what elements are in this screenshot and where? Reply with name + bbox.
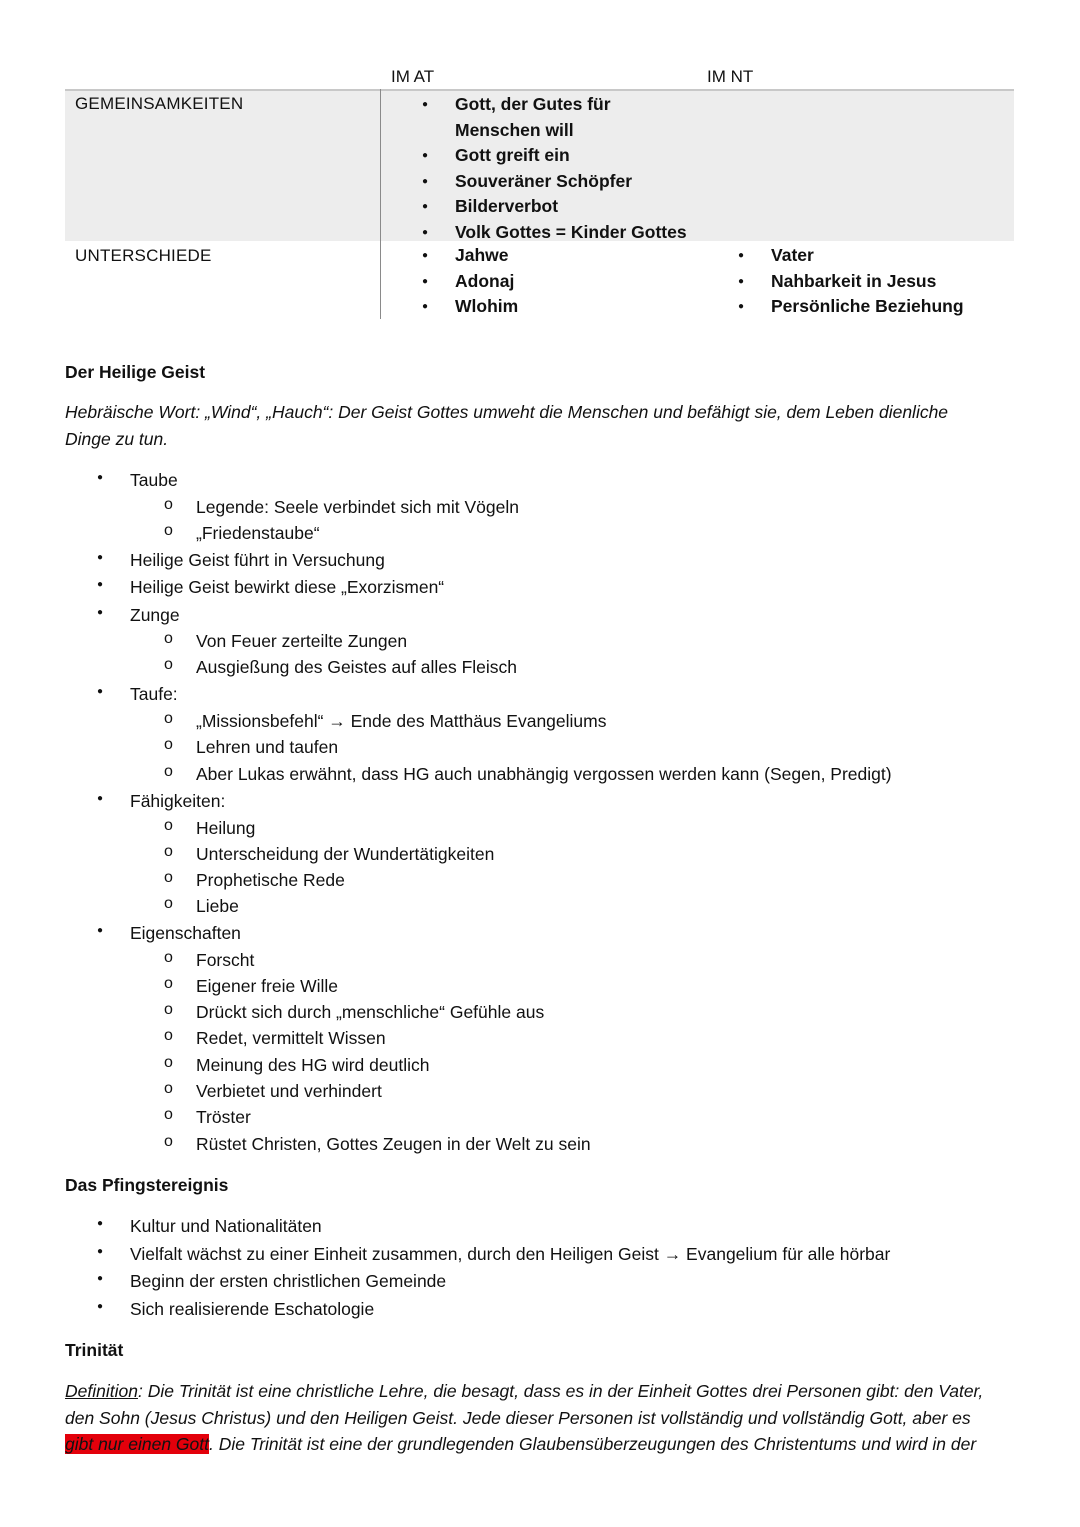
list-subitem: o Heilung [196, 818, 255, 839]
column-header-nt: IM NT [707, 67, 754, 86]
unterschiede-at-list [380, 243, 518, 320]
list-item: ● Souveräner Schöpfer [380, 169, 687, 195]
list-item-eigenschaften: ● Eigenschaften [130, 923, 241, 944]
list-subitem: o Meinung des HG wird deutlich [196, 1055, 429, 1076]
list-item: ● Nahbarkeit in Jesus [696, 269, 964, 295]
trinitaet-definition: Definition: Die Trinität ist eine christliche Lehre, die besagt, dass es in der Einheit Gottes drei Personen gibt: den Vater, den Sohn (Jesus Christus) und den Heiligen Geist. Jede dieser Personen ist vollständig und vollständig Gott, aber es gibt nur einen Gott. Die Trinität ist eine der grundlegenden Glaubensüberzeugungen des Christentums und wird in der [65, 1381, 984, 1454]
list-subitem: o Liebe [196, 896, 239, 917]
list-subitem: o Forscht [196, 950, 254, 971]
list-item-zunge: ● Zunge [130, 605, 180, 626]
geist-intro: Hebräische Wort: „Wind“, „Hauch“: Der Geist Gottes umweht die Menschen und befähigt sie, dem Leben dienliche Dinge zu tun. [65, 402, 949, 449]
list-item: ● Bilderverbot [380, 194, 687, 220]
list-item: ● Kultur und Nationalitäten [130, 1216, 322, 1237]
list-item: ● Wlohim [380, 294, 518, 320]
list-item: ● Gott greift ein [380, 143, 687, 169]
list-item-faehigkeiten: ● Fähigkeiten: [130, 791, 225, 812]
list-item: ● Sich realisierende Eschatologie [130, 1299, 374, 1320]
list-subitem: o Drückt sich durch „menschliche“ Gefühle aus [196, 1002, 544, 1023]
list-subitem: o Lehren und taufen [196, 737, 338, 758]
list-subitem: o Ausgießung des Geistes auf alles Fleisch [196, 657, 517, 678]
list-subitem: o Unterscheidung der Wundertätigkeiten [196, 844, 494, 865]
highlighted-text: gibt nur einen Gott [65, 1434, 209, 1454]
list-item: ● Jahwe [380, 243, 518, 269]
list-item-taube: ● Taube [130, 470, 178, 491]
list-subitem: o Prophetische Rede [196, 870, 345, 891]
list-subitem: o Tröster [196, 1107, 251, 1128]
list-subitem: o Rüstet Christen, Gottes Zeugen in der Welt zu sein [196, 1134, 591, 1155]
list-item: ● Adonaj [380, 269, 518, 295]
section-title-trinitaet: Trinität [65, 1340, 124, 1360]
list-item: ● Vater [696, 243, 964, 269]
list-subitem: o Von Feuer zerteilte Zungen [196, 631, 407, 652]
list-subitem: o Aber Lukas erwähnt, dass HG auch unabhängig vergossen werden kann (Segen, Predigt) [196, 764, 892, 785]
list-item-exorzismen: ● Heilige Geist bewirkt diese „Exorzismen“ [130, 577, 444, 598]
comparison-table [65, 89, 1014, 319]
section-title-heiliger-geist: Der Heilige Geist [65, 362, 206, 382]
list-subitem: o Verbietet und verhindert [196, 1081, 382, 1102]
list-item: ● Vielfalt wächst zu einer Einheit zusammen, durch den Heiligen Geist → Evangelium für alle hörbar [130, 1244, 890, 1265]
list-item: ● Persönliche Beziehung [696, 294, 964, 320]
gemeinsamkeiten-at-list [380, 92, 687, 245]
list-subitem: o Eigener freie Wille [196, 976, 338, 997]
list-subitem: o Redet, vermittelt Wissen [196, 1028, 386, 1049]
unterschiede-nt-list [696, 243, 964, 320]
list-subitem: o „Missionsbefehl“ → Ende des Matthäus Evangeliums [196, 711, 606, 732]
list-subitem: o Legende: Seele verbindet sich mit Vögeln [196, 497, 519, 518]
column-header-at: IM AT [391, 67, 435, 86]
row-label-unterschiede: UNTERSCHIEDE [75, 246, 212, 265]
list-item-taufe: ● Taufe: [130, 684, 178, 705]
definition-label: Definition [65, 1381, 138, 1401]
list-subitem: o „Friedenstaube“ [196, 523, 320, 544]
table-top-border [65, 89, 1014, 91]
section-title-pfingstereignis: Das Pfingstereignis [65, 1175, 229, 1195]
row-label-gemeinsamkeiten: GEMEINSAMKEITEN [75, 94, 244, 113]
list-item: ● Beginn der ersten christlichen Gemeinde [130, 1271, 446, 1292]
list-item: ● Volk Gottes = Kinder Gottes [380, 220, 687, 246]
list-item-versuchung: ● Heilige Geist führt in Versuchung [130, 550, 385, 571]
list-item: ● Gott, der Gutes für Menschen will [380, 92, 687, 143]
